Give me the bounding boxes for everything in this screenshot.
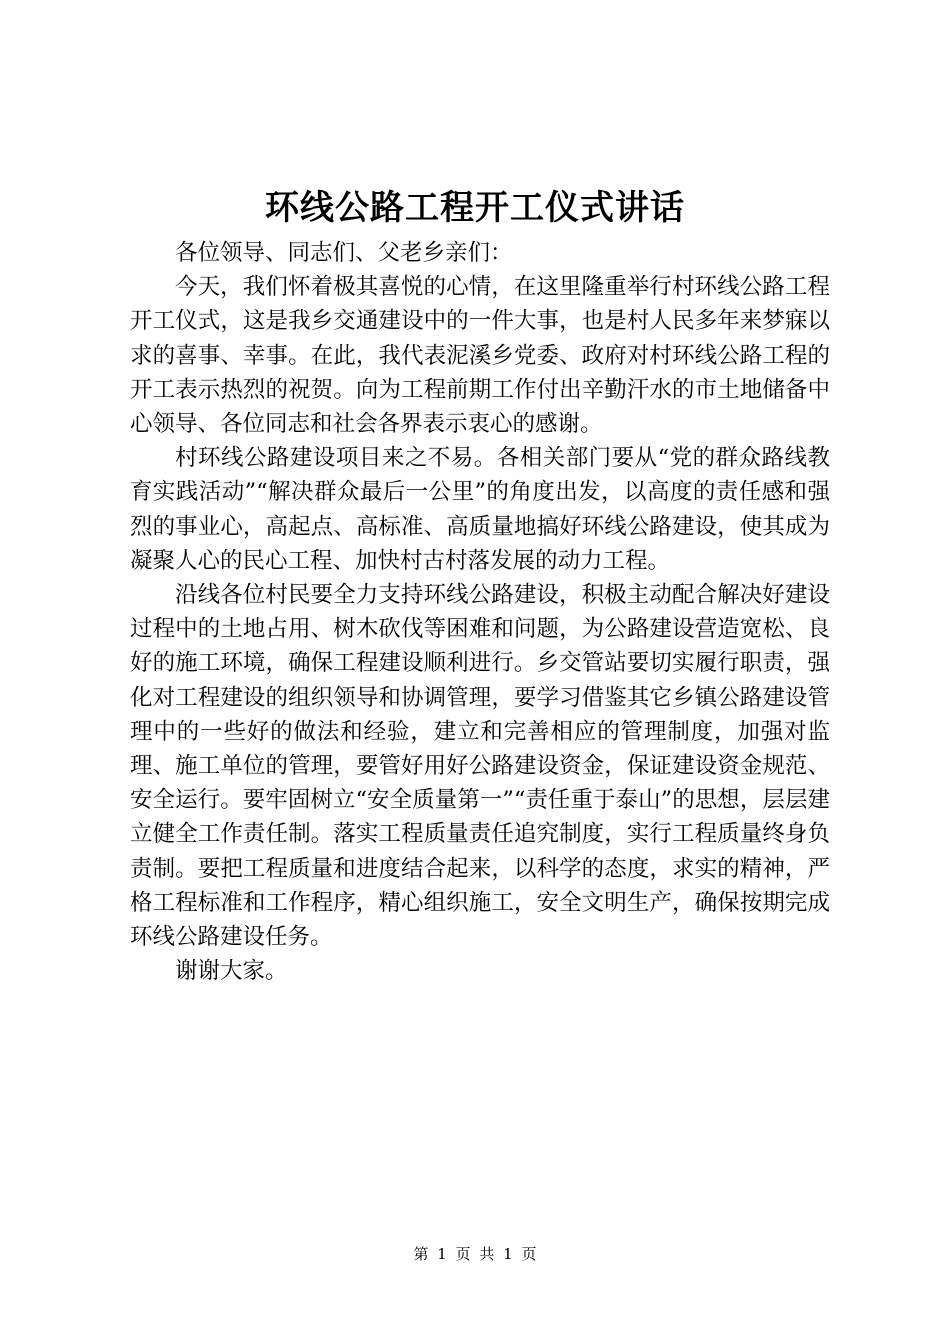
salutation-paragraph: 各位领导、同志们、父老乡亲们： — [175, 240, 513, 266]
document-body — [130, 236, 830, 988]
body-paragraph: 沿线各位村民要全力支持环线公路建设，积极主动配合解决好建设过程中的土地占用、树木砍伐等困难和问题，为公路建设营造宽松、良好的施工环境，确保工程建设顺利进行。乡交管站要切实履行职责，强化对工程建设的组织领导和协调管理，要学习借鉴其它乡镇公路建设管理中的一些好的做法和经验，建立和完善相应的管理制度，加强对监理、施工单位的管理，要管好用好公路建设资金，保证建设资金规范、安全运行。要牢固树立“安全质量第一”“责任重于泰山”的思想，层层建立健全工作责任制。落实工程质量责任追究制度，实行工程质量终身负责制。要把工程质量和进度结合起来，以科学的态度，求实的精神，严格工程标准和工作程序，精心组织施工，安全文明生产，确保按期完成环线公路建设任务。 — [130, 582, 830, 951]
document-title: 环线公路工程开工仪式讲话 — [265, 188, 685, 228]
page-number-footer: 第 1 页 共 1 页 — [413, 1245, 537, 1263]
body-paragraph: 今天，我们怀着极其喜悦的心情，在这里隆重举行村环线公路工程开工仪式，这是我乡交通建设中的一件大事，也是村人民多年来梦寐以求的喜事、幸事。在此，我代表泥溪乡党委、政府对村环线公路工程的开工表示热烈的祝贺。向为工程前期工作付出辛勤汗水的市土地储备中心领导、各位同志和社会各界表示衷心的感谢。 — [130, 274, 830, 438]
body-paragraph: 村环线公路建设项目来之不易。各相关部门要从“党的群众路线教育实践活动”“解决群众最后一公里”的角度出发，以高度的责任感和强烈的事业心，高起点、高标准、高质量地搞好环线公路建设，使其成为凝聚人心的民心工程、加快村古村落发展的动力工程。 — [130, 445, 830, 574]
closing-paragraph: 谢谢大家。 — [175, 958, 288, 985]
